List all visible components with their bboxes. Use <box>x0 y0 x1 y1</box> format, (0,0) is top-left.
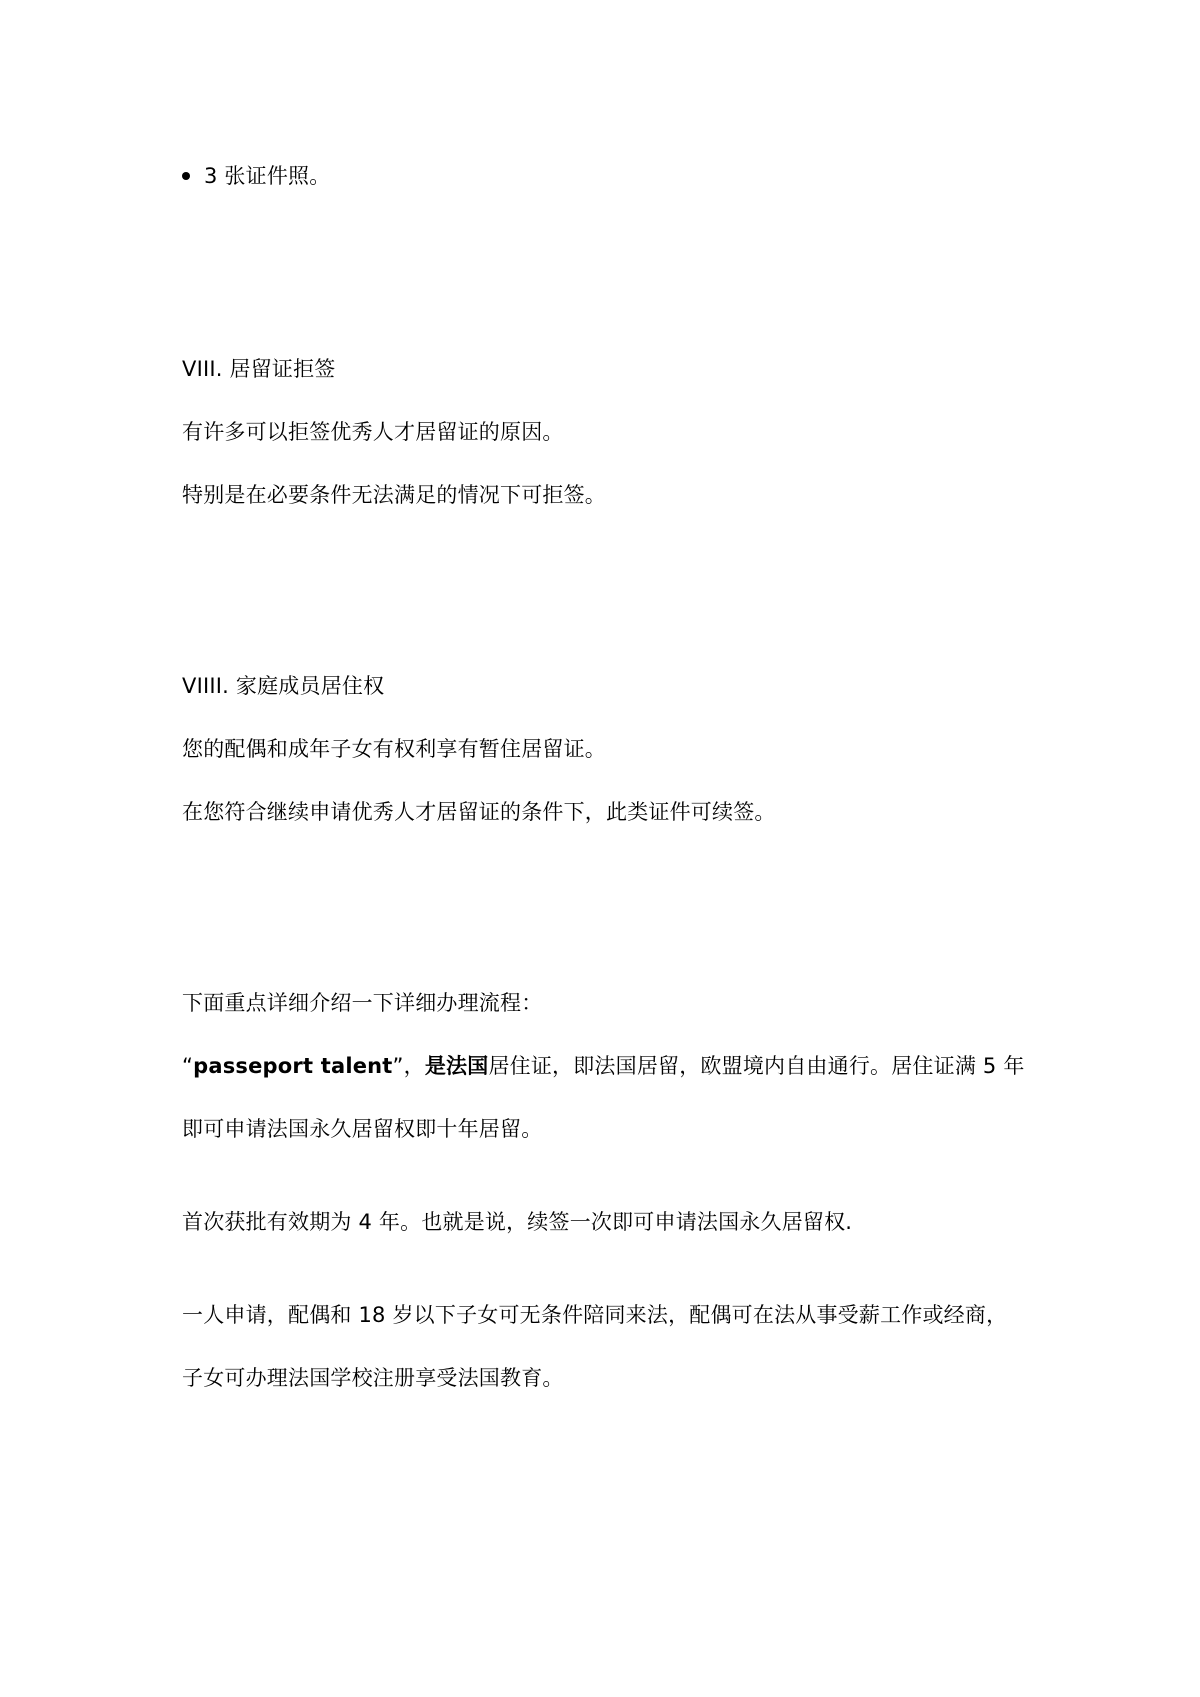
section-heading-viii: VIII. 居留证拒签 <box>182 357 336 381</box>
passeport-talent-term: passeport talent <box>193 1054 393 1078</box>
paragraph-line: 一人申请，配偶和 18 岁以下子女可无条件陪同来法，配偶可在法从事受薪工作或经商， <box>182 1303 1008 1327</box>
paragraph-line: 在您符合继续申请优秀人才居留证的条件下，此类证件可续签。 <box>182 800 776 824</box>
section-heading-viiii: VIIII. 家庭成员居住权 <box>182 674 385 698</box>
bold-phrase: 是法国 <box>424 1054 489 1078</box>
bullet-item-text: 3 张证件照。 <box>204 164 331 188</box>
paragraph-line: 您的配偶和成年子女有权利享有暂住居留证。 <box>182 737 606 761</box>
paragraph-line: 即可申请法国永久居留权即十年居留。 <box>182 1117 543 1141</box>
process-intro: 下面重点详细介绍一下详细办理流程： <box>182 991 543 1015</box>
paragraph-line: 有许多可以拒签优秀人才居留证的原因。 <box>182 420 564 444</box>
close-quote: ”， <box>392 1054 425 1078</box>
bullet-icon <box>182 172 190 180</box>
paragraph-line: 首次获批有效期为 4 年。也就是说，续签一次即可申请法国永久居留权. <box>182 1210 853 1234</box>
open-quote: “ <box>182 1054 194 1078</box>
paragraph-line <box>182 1052 1025 1080</box>
paragraph-line: 特别是在必要条件无法满足的情况下可拒签。 <box>182 483 606 507</box>
paragraph-text: 居住证，即法国居留，欧盟境内自由通行。居住证满 5 年 <box>488 1054 1025 1078</box>
paragraph-line: 子女可办理法国学校注册享受法国教育。 <box>182 1366 564 1390</box>
bullet-list-item <box>182 162 330 190</box>
